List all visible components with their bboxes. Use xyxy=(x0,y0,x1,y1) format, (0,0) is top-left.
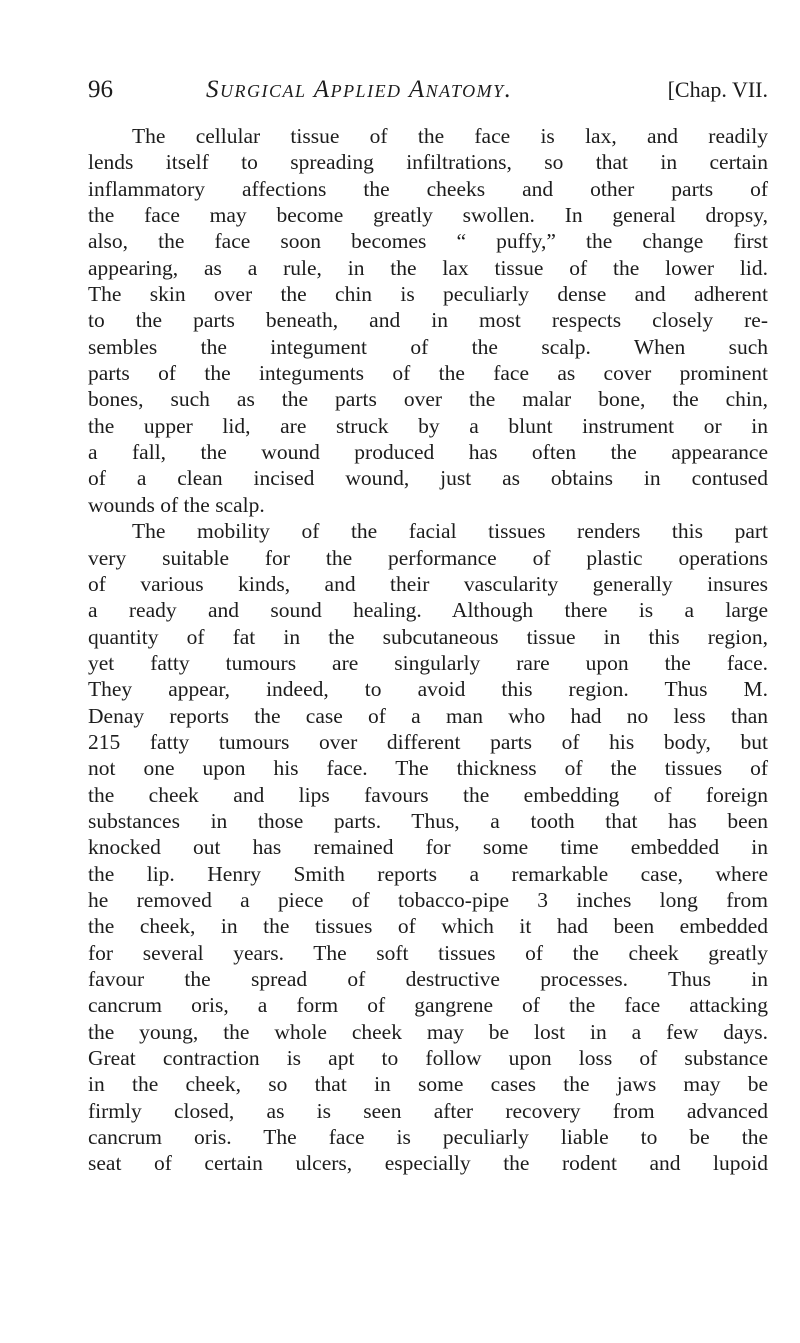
text-line: a fall, the wound produced has often the appearance xyxy=(88,440,768,465)
text-line: yet fatty tumours are singularly rare upon the face. xyxy=(88,650,768,675)
chapter-reference: [Chap. VII. xyxy=(667,77,768,102)
text-line: to the parts beneath, and in most respects closely re- xyxy=(88,308,768,333)
text-line: in the cheek, so that in some cases the jaws may be xyxy=(88,1072,768,1097)
text-line: of a clean incised wound, just as obtains in contused xyxy=(88,466,768,491)
text-line: also, the face soon becomes “ puffy,” the change first xyxy=(88,229,768,254)
text-line: cancrum oris, a form of gangrene of the face attacking xyxy=(88,993,768,1018)
text-line: The skin over the chin is peculiarly dense and adherent xyxy=(88,282,768,307)
text-line: cancrum oris. The face is peculiarly liable to be the xyxy=(88,1125,768,1150)
text-line: inflammatory affections the cheeks and other parts of xyxy=(88,176,768,201)
running-head xyxy=(88,72,768,108)
text-line: 215 fatty tumours over different parts of his body, but xyxy=(88,729,768,754)
text-line: substances in those parts. Thus, a tooth that has been xyxy=(88,808,768,833)
text-line: the face may become greatly swollen. In general dropsy, xyxy=(88,203,768,228)
body-text xyxy=(88,123,768,1177)
text-line: lends itself to spreading infiltrations, so that in certain xyxy=(88,150,768,175)
text-line: the cheek and lips favours the embedding of foreign xyxy=(88,782,768,807)
text-line: Denay reports the case of a man who had no less than xyxy=(88,703,768,728)
text-line: firmly closed, as is seen after recovery from advanced xyxy=(88,1098,768,1123)
text-line: favour the spread of destructive processes. Thus in xyxy=(88,967,768,991)
text-line: sembles the integument of the scalp. When such xyxy=(88,334,768,359)
text-line: for several years. The soft tissues of the cheek greatly xyxy=(88,940,768,965)
text-line: of various kinds, and their vascularity generally insures xyxy=(88,571,768,596)
text-line: parts of the integuments of the face as cover prominent xyxy=(88,361,768,386)
text-line: he removed a piece of tobacco-pipe 3 inches long from xyxy=(88,887,768,912)
text-line: appearing, as a rule, in the lax tissue of the lower lid. xyxy=(88,255,768,280)
text-line: the young, the whole cheek may be lost in a few days. xyxy=(88,1019,768,1044)
text-line: wounds of the scalp. xyxy=(88,492,265,517)
text-line: seat of certain ulcers, especially the rodent and lupoid xyxy=(88,1151,768,1176)
running-title: Surgical Applied Anatomy. xyxy=(206,76,513,103)
text-line: very suitable for the performance of plastic operations xyxy=(88,545,768,570)
text-line: Great contraction is apt to follow upon loss of substance xyxy=(88,1046,768,1071)
text-line: bones, such as the parts over the malar bone, the chin, xyxy=(88,387,768,412)
text-line: They appear, indeed, to avoid this region. Thus M. xyxy=(88,677,768,702)
text-line: The cellular tissue of the face is lax, and readily xyxy=(132,124,768,148)
page-number: 96 xyxy=(88,76,113,103)
text-line: the cheek, in the tissues of which it had been embedded xyxy=(88,914,768,939)
text-line: not one upon his face. The thickness of the tissues of xyxy=(88,756,768,781)
text-line: The mobility of the facial tissues renders this part xyxy=(132,519,768,544)
text-line: a ready and sound healing. Although there is a large xyxy=(88,598,768,623)
text-line: the lip. Henry Smith reports a remarkable case, where xyxy=(88,861,768,886)
text-line: the upper lid, are struck by a blunt instrument or in xyxy=(88,413,768,438)
text-line: knocked out has remained for some time embedded in xyxy=(88,835,768,860)
text-line: quantity of fat in the subcutaneous tissue in this region, xyxy=(88,624,768,649)
